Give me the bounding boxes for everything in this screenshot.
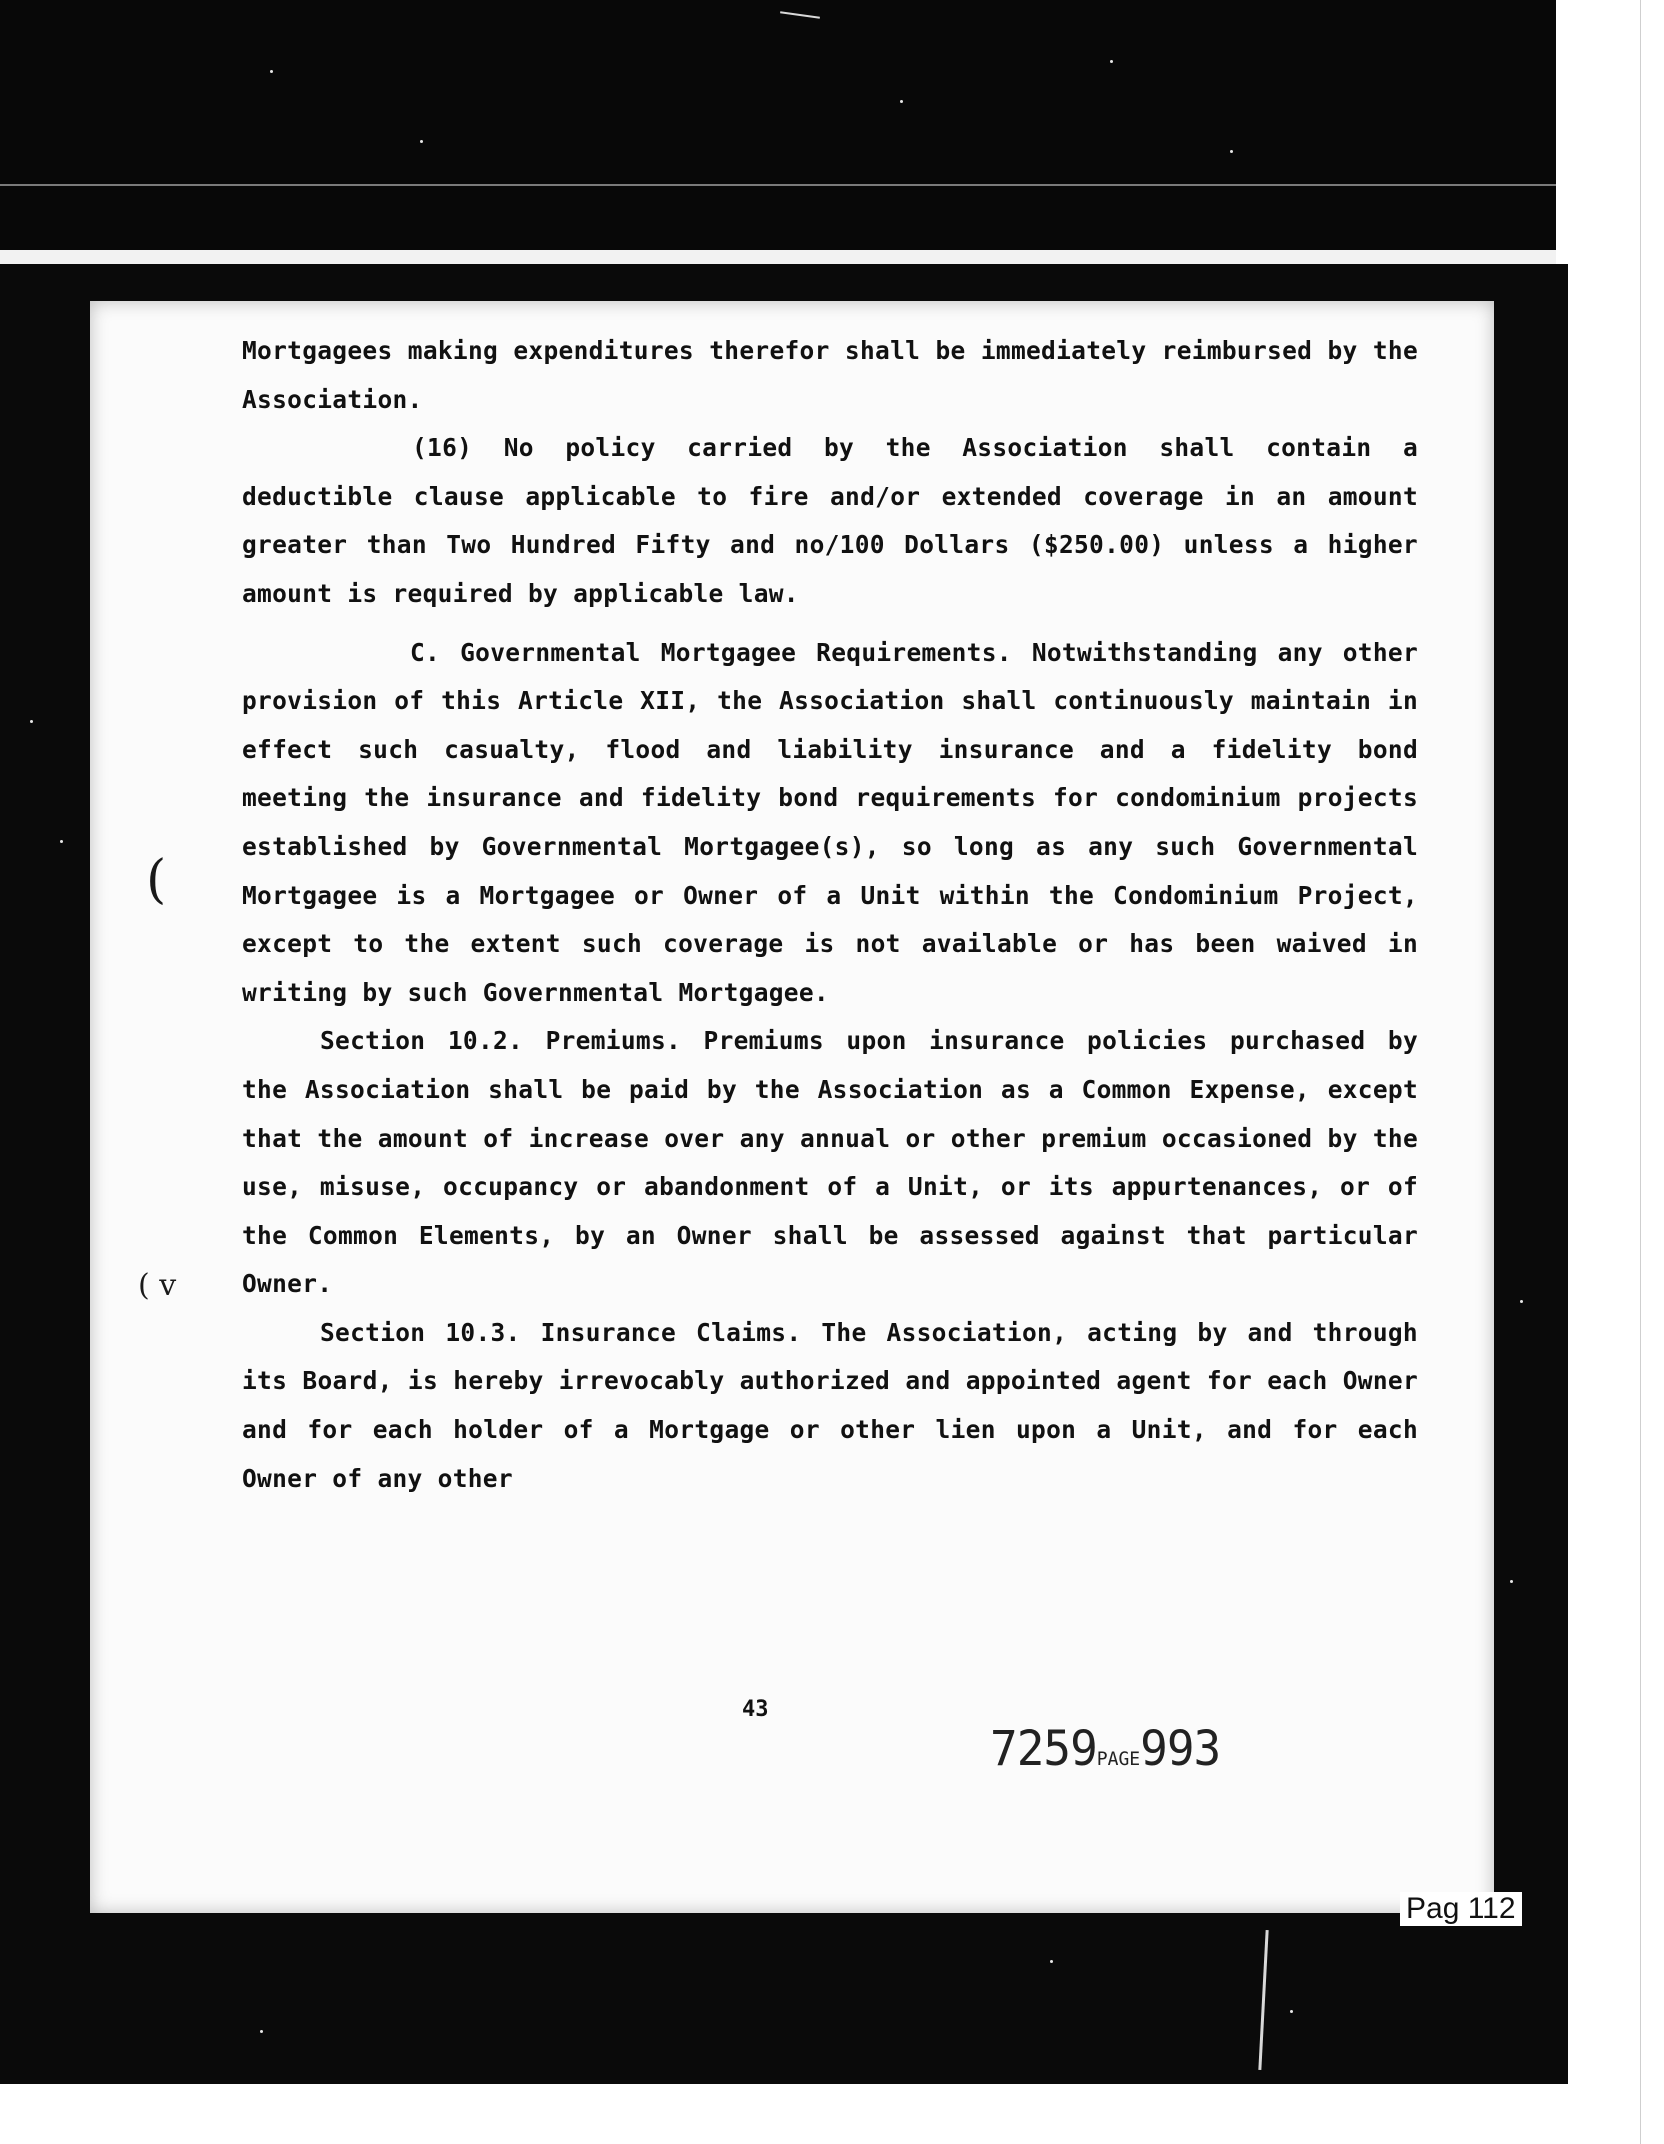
scan-speck	[1110, 60, 1113, 63]
scan-speck	[900, 100, 903, 103]
stamp-page-label: PAGE	[1096, 1748, 1141, 1771]
scan-speck	[420, 140, 423, 143]
scan-gap	[0, 250, 1556, 264]
page-number: 43	[742, 1697, 769, 1722]
margin-mark: (	[146, 850, 167, 910]
scan-rule-line	[0, 184, 1556, 186]
footer-page-label: Pag 112	[1400, 1892, 1522, 1926]
scan-speck	[1230, 150, 1233, 153]
stamp-page-number: 993	[1140, 1719, 1221, 1777]
paragraph-section-c: C. Governmental Mortgagee Requirements. Notwithstanding any other provision of this Article XII, the Association shall continuously maintain in effect such casualty, flood and liability insurance and a fidelity bond meeting the insurance and fidelity bond requirements for condominium projects established by Governmental Mortgagee(s), so long as any such Governmental Mortgagee is a Mortgagee or Owner of a Unit within the Condominium Project, except to the extent such coverage is not available or has been waived in writing by such Governmental Mortgagee.	[242, 637, 1418, 1007]
scan-speck	[260, 2030, 263, 2033]
recording-stamp	[990, 1720, 1220, 1777]
paragraph-section-10-2: Section 10.2. Premiums. Premiums upon insurance policies purchased by the Association shall be paid by the Association as a Common Expense, except that the amount of increase over any annual or other premium occasioned by the use, misuse, occupancy or abandonment of a Unit, or its appurtenances, or of the Common Elements, by an Owner shall be assessed against that particular Owner.	[242, 1026, 1418, 1299]
scan-right-edge	[1640, 0, 1641, 2144]
document-body	[242, 327, 1418, 1503]
document-page	[90, 301, 1494, 1913]
scan-speck	[30, 720, 33, 723]
stamp-book-number: 7259	[990, 1719, 1097, 1777]
paragraph-section-10-3: Section 10.3. Insurance Claims. The Association, acting by and through its Board, is hereby irrevocably authorized and appointed agent for each Owner and for each holder of a Mortgage or other lien upon a Unit, and for each Owner of any other	[242, 1317, 1418, 1493]
scan-speck	[270, 70, 273, 73]
scan-speck	[1050, 1960, 1053, 1963]
scan-speck	[1520, 1300, 1523, 1303]
scan-top-border	[0, 0, 1556, 255]
margin-mark: ( v	[138, 1268, 177, 1303]
scan-speck	[1290, 2010, 1293, 2013]
paragraph-item-16: (16) No policy carried by the Association shall contain a deductible clause applicable to fire and/or extended coverage in an amount greater than Two Hundred Fifty and no/100 Dollars ($250.00) unless a higher amount is required by applicable law.	[242, 433, 1418, 608]
paragraph-continuation: Mortgagees making expenditures therefor shall be immediately reimbursed by the Association.	[242, 336, 1418, 414]
scan-speck	[1510, 1580, 1513, 1583]
scan-speck	[60, 840, 63, 843]
